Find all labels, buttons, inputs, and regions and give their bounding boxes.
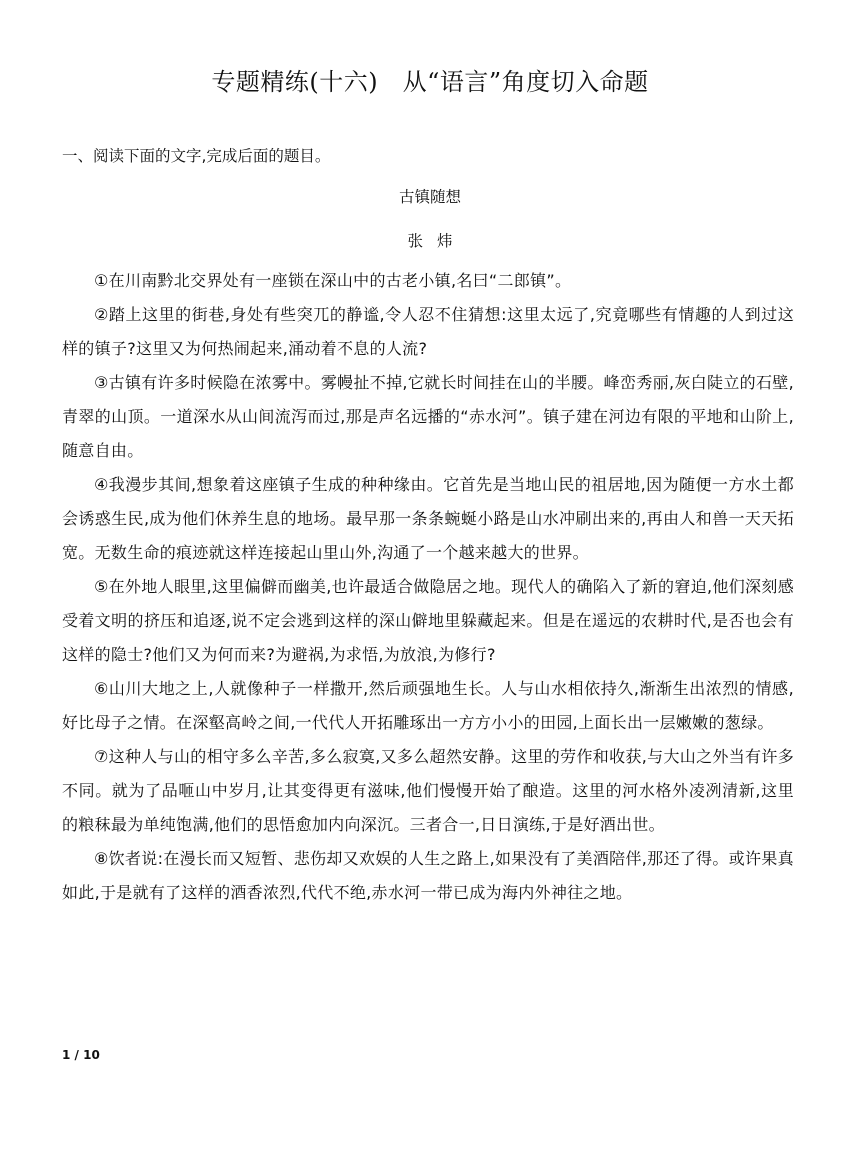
article-body <box>62 264 794 910</box>
paragraph-5: ⑤在外地人眼里,这里偏僻而幽美,也许最适合做隐居之地。现代人的确陷入了新的窘迫,他们深刻感受着文明的挤压和追逐,说不定会逃到这样的深山僻地里躲藏起来。但是在遥远的农耕时代,是否也会有这样的隐士?他们又为何而来?为避祸,为求悟,为放浪,为修行? <box>62 577 794 664</box>
document-title: 专题精练(十六) 从“语言”角度切入命题 <box>211 68 649 96</box>
paragraph-4: ④我漫步其间,想象着这座镇子生成的种种缘由。它首先是当地山民的祖居地,因为随便一方水土都会诱惑生民,成为他们休养生息的地场。最早那一条条蜿蜒小路是山水冲刷出来的,再由人和兽一天天拓宽。无数生命的痕迹就这样连接起山里山外,沟通了一个越来越大的世界。 <box>62 475 794 562</box>
article-title: 古镇随想 <box>398 188 461 206</box>
page-indicator: 1 / 10 <box>62 1048 100 1062</box>
paragraph-3: ③古镇有许多时候隐在浓雾中。雾幔扯不掉,它就长时间挂在山的半腰。峰峦秀丽,灰白陡立的石壁,青翠的山顶。一道深水从山间流泻而过,那是声名远播的“赤水河”。镇子建在河边有限的平地和山阶上,随意自由。 <box>62 373 794 460</box>
paragraph-8: ⑧饮者说:在漫长而又短暂、悲伤却又欢娱的人生之路上,如果没有了美酒陪伴,那还了得。或许果真如此,于是就有了这样的酒香浓烈,代代不绝,赤水河一带已成为海内外神往之地。 <box>62 849 794 902</box>
paragraph-7: ⑦这种人与山的相守多么辛苦,多么寂寞,又多么超然安静。这里的劳作和收获,与大山之外当有许多不同。就为了品咂山中岁月,让其变得更有滋味,他们慢慢开始了酿造。这里的河水格外凌冽清新,这里的粮秣最为单纯饱满,他们的思悟愈加内向深沉。三者合一,日日演练,于是好酒出世。 <box>62 747 794 834</box>
section-heading: 一、阅读下面的文字,完成后面的题目。 <box>62 147 331 165</box>
paragraph-1: ①在川南黔北交界处有一座锁在深山中的古老小镇,名曰“二郎镇”。 <box>94 271 572 290</box>
article-author: 张炜 <box>407 232 467 250</box>
paragraph-6: ⑥山川大地之上,人就像种子一样撒开,然后顽强地生长。人与山水相依持久,渐渐生出浓烈的情感,好比母子之情。在深壑高岭之间,一代代人开拓雕琢出一方方小小的田园,上面长出一层嫩嫩的葱绿。 <box>62 679 794 732</box>
paragraph-2: ②踏上这里的街巷,身处有些突兀的静谧,令人忍不住猜想:这里太远了,究竟哪些有情趣的人到过这样的镇子?这里又为何热闹起来,涌动着不息的人流? <box>62 305 794 358</box>
